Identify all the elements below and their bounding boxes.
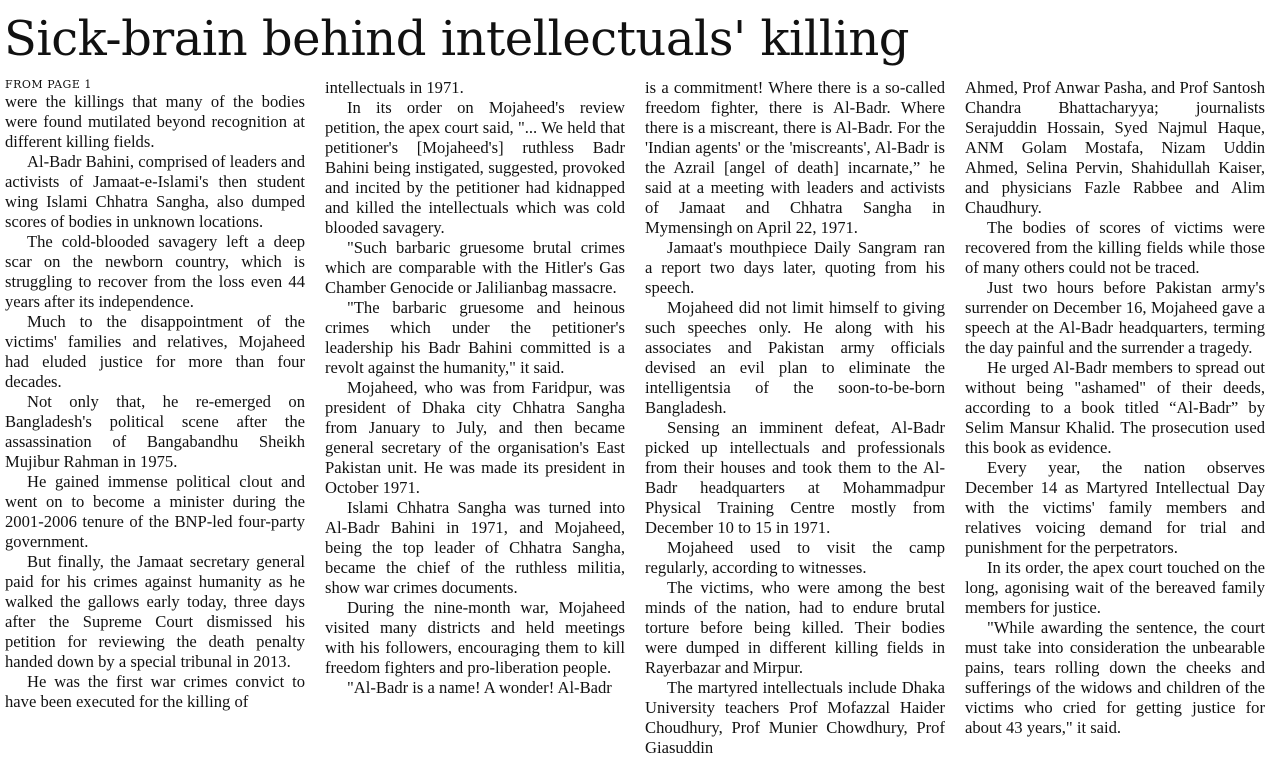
paragraph: "Al-Badr is a name! A wonder! Al-Badr	[347, 678, 612, 697]
article-column-2	[325, 78, 625, 758]
paragraph: Mojaheed, who was from Faridpur, was president of Dhaka city Chhatra Sangha from January to July, and then became general secretary of the organisation's East Pakistan unit. He was made its president in October 1971.	[325, 378, 625, 497]
paragraph: Every year, the nation observes December 14 as Martyred Intellectual Day with the victims' family members and relatives voicing demand for trial and punishment for the perpetrators.	[965, 458, 1265, 557]
paragraph: He urged Al-Badr members to spread out without being "ashamed" of their deeds, according to a book titled “Al-Badr” by Selim Mansur Khalid. The prosecution used this book as evidence.	[965, 358, 1265, 457]
article-column-3	[645, 78, 945, 758]
paragraph: The cold-blooded savagery left a deep scar on the newborn country, which is struggling to recover from the loss even 44 years after its independence.	[5, 232, 305, 311]
paragraph: The bodies of scores of victims were recovered from the killing fields while those of many others could not be traced.	[965, 218, 1265, 277]
paragraph: Al-Badr Bahini, comprised of leaders and activists of Jamaat-e-Islami's then student wing Islami Chhatra Sangha, also dumped scores of bodies in unknown locations.	[5, 152, 305, 231]
paragraph: intellectuals in 1971.	[325, 78, 464, 97]
paragraph: He was the first war crimes convict to have been executed for the killing of	[5, 672, 305, 711]
paragraph: is a commitment! Where there is a so-called freedom fighter, there is Al-Badr. Where there is a miscreant, there is Al-Badr. For the 'Indian agents' or the 'miscreants', Al-Badr is the Azrail [angel of death] incarnate,” he said at a meeting with leaders and activists of Jamaat and Chhatra Sangha in Mymensingh on April 22, 1971.	[645, 78, 945, 237]
paragraph: Much to the disappointment of the victims' families and relatives, Mojaheed had eluded justice for more than four decades.	[5, 312, 305, 391]
paragraph: In its order on Mojaheed's review petition, the apex court said, "... We held that petitioner's [Mojaheed's] ruthless Badr Bahini being instigated, suggested, provoked and incited by the petitioner had kidnapped and killed the intellectuals which was cold blooded savagery.	[325, 98, 625, 237]
paragraph: Not only that, he re-emerged on Bangladesh's political scene after the assassination of Bangabandhu Sheikh Mujibur Rahman in 1975.	[5, 392, 305, 471]
paragraph: Just two hours before Pakistan army's surrender on December 16, Mojaheed gave a speech at the Al-Badr headquarters, terming the day painful and the surrender a tragedy.	[965, 278, 1265, 357]
paragraph: "The barbaric gruesome and heinous crimes which under the petitioner's leadership his Badr Bahini committed is a revolt against the humanity," it said.	[325, 298, 625, 377]
paragraph: "Such barbaric gruesome brutal crimes which are comparable with the Hitler's Gas Chamber Genocide or Jalilianbag massacre.	[325, 238, 625, 297]
paragraph: The martyred intellectuals include Dhaka University teachers Prof Mofazzal Haider Choudhury, Prof Munier Chowdhury, Prof Giasuddin	[645, 678, 945, 757]
paragraph: During the nine-month war, Mojaheed visited many districts and held meetings with his followers, encouraging them to kill freedom fighters and pro-liberation people.	[325, 598, 625, 677]
article-column-4	[965, 78, 1265, 758]
headline: Sick-brain behind intellectuals' killing	[4, 11, 910, 67]
paragraph: Sensing an imminent defeat, Al-Badr picked up intellectuals and professionals from their houses and took them to the Al-Badr headquarters at Mohammadpur Physical Training Centre mostly from December 10 to 15 in 1971.	[645, 418, 945, 537]
paragraph: Mojaheed did not limit himself to giving such speeches only. He along with his associates and Pakistan army officials devised an evil plan to eliminate the intelligentsia of the soon-to-be-born Bangladesh.	[645, 298, 945, 417]
paragraph: Ahmed, Prof Anwar Pasha, and Prof Santosh Chandra Bhattacharyya; journalists Serajuddin Hossain, Syed Najmul Haque, ANM Golam Mostafa, Nizam Uddin Ahmed, Selina Pervin, Shahidullah Kaiser, and physicians Fazle Rabbee and Alim Chaudhury.	[965, 78, 1265, 217]
paragraph: "While awarding the sentence, the court must take into consideration the unbearable pains, tears rolling down the cheeks and sufferings of the widows and children of the victims who cried for getting justice for about 43 years," it said.	[965, 618, 1265, 737]
article-column-1	[5, 78, 305, 758]
paragraph: The victims, who were among the best minds of the nation, had to endure brutal torture before being killed. Their bodies were dumped in different killing fields in Rayerbazar and Mirpur.	[645, 578, 945, 677]
paragraph: He gained immense political clout and went on to become a minister during the 2001-2006 tenure of the BNP-led four-party government.	[5, 472, 305, 551]
paragraph: But finally, the Jamaat secretary general paid for his crimes against humanity as he walked the gallows early today, three days after the Supreme Court dismissed his petition for reviewing the death penalty handed down by a special tribunal in 2013.	[5, 552, 305, 671]
paragraph: were the killings that many of the bodies were found mutilated beyond recognition at different killing fields.	[5, 92, 305, 151]
paragraph: In its order, the apex court touched on the long, agonising wait of the bereaved family members for justice.	[965, 558, 1265, 617]
paragraph: Islami Chhatra Sangha was turned into Al-Badr Bahini in 1971, and Mojaheed, being the top leader of Chhatra Sangha, became the chief of the ruthless militia, show war crimes documents.	[325, 498, 625, 597]
paragraph: Jamaat's mouthpiece Daily Sangram ran a report two days later, quoting from his speech.	[645, 238, 945, 297]
paragraph: Mojaheed used to visit the camp regularly, according to witnesses.	[645, 538, 945, 577]
jump-label: FROM PAGE 1	[5, 78, 92, 91]
